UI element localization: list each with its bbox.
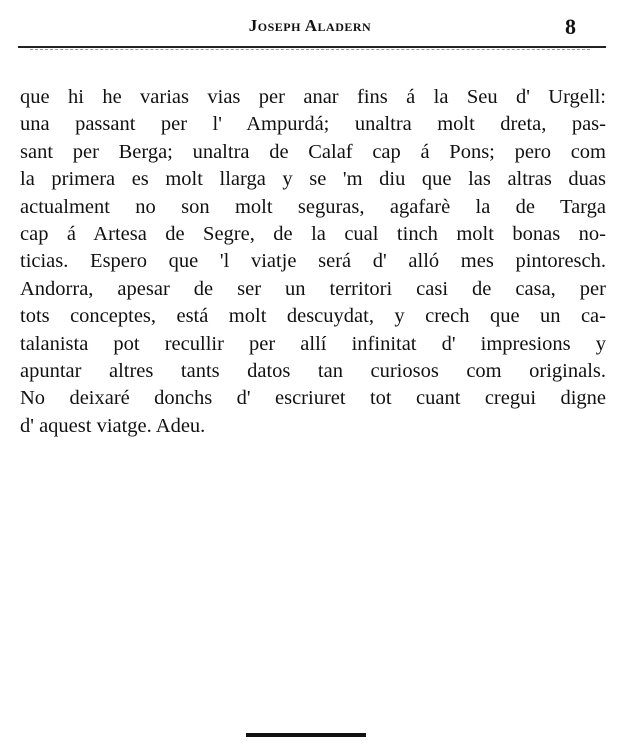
text-line: cap á Artesa de Segre, de la cual tinch molt bonas no- [20, 223, 606, 246]
text-line: ticias. Espero que 'l viatje será d' alló mes pintoresch. [20, 250, 606, 273]
header-rule-shadow [30, 49, 590, 50]
running-head-title: Joseph Aladern [248, 16, 372, 35]
text-line: apuntar altres tants datos tan curiosos com originals. [20, 360, 606, 383]
footer-ornament-rule [246, 733, 366, 737]
text-line: una passant per l' Ampurdá; unaltra molt dreta, pas- [20, 113, 606, 136]
header-rule [18, 46, 606, 48]
page-number: 8 [565, 14, 576, 39]
text-line: No deixaré donchs d' escriuret tot cuant cregui digne [20, 387, 606, 410]
text-line: actualment no son molt seguras, agafarè la de Targa [20, 195, 606, 218]
text-line: tots conceptes, está molt descuydat, y crech que un ca- [20, 305, 606, 328]
text-line: Andorra, apesar de ser un territori casi de casa, per [20, 277, 606, 300]
text-line: que hi he varias vias per anar fins á la Seu d' Urgell: [20, 86, 606, 108]
text-line: talanista pot recullir per allí infinitat d' impresions y [20, 332, 606, 355]
text-line: la primera es molt llarga y se 'm diu que las altras duas [20, 168, 606, 191]
running-head [0, 14, 620, 44]
text-line: d' aquest viatge. Adeu. [20, 414, 206, 437]
text-line: sant per Berga; unaltra de Calaf cap á Pons; pero com [20, 140, 606, 163]
body-text [20, 84, 606, 440]
